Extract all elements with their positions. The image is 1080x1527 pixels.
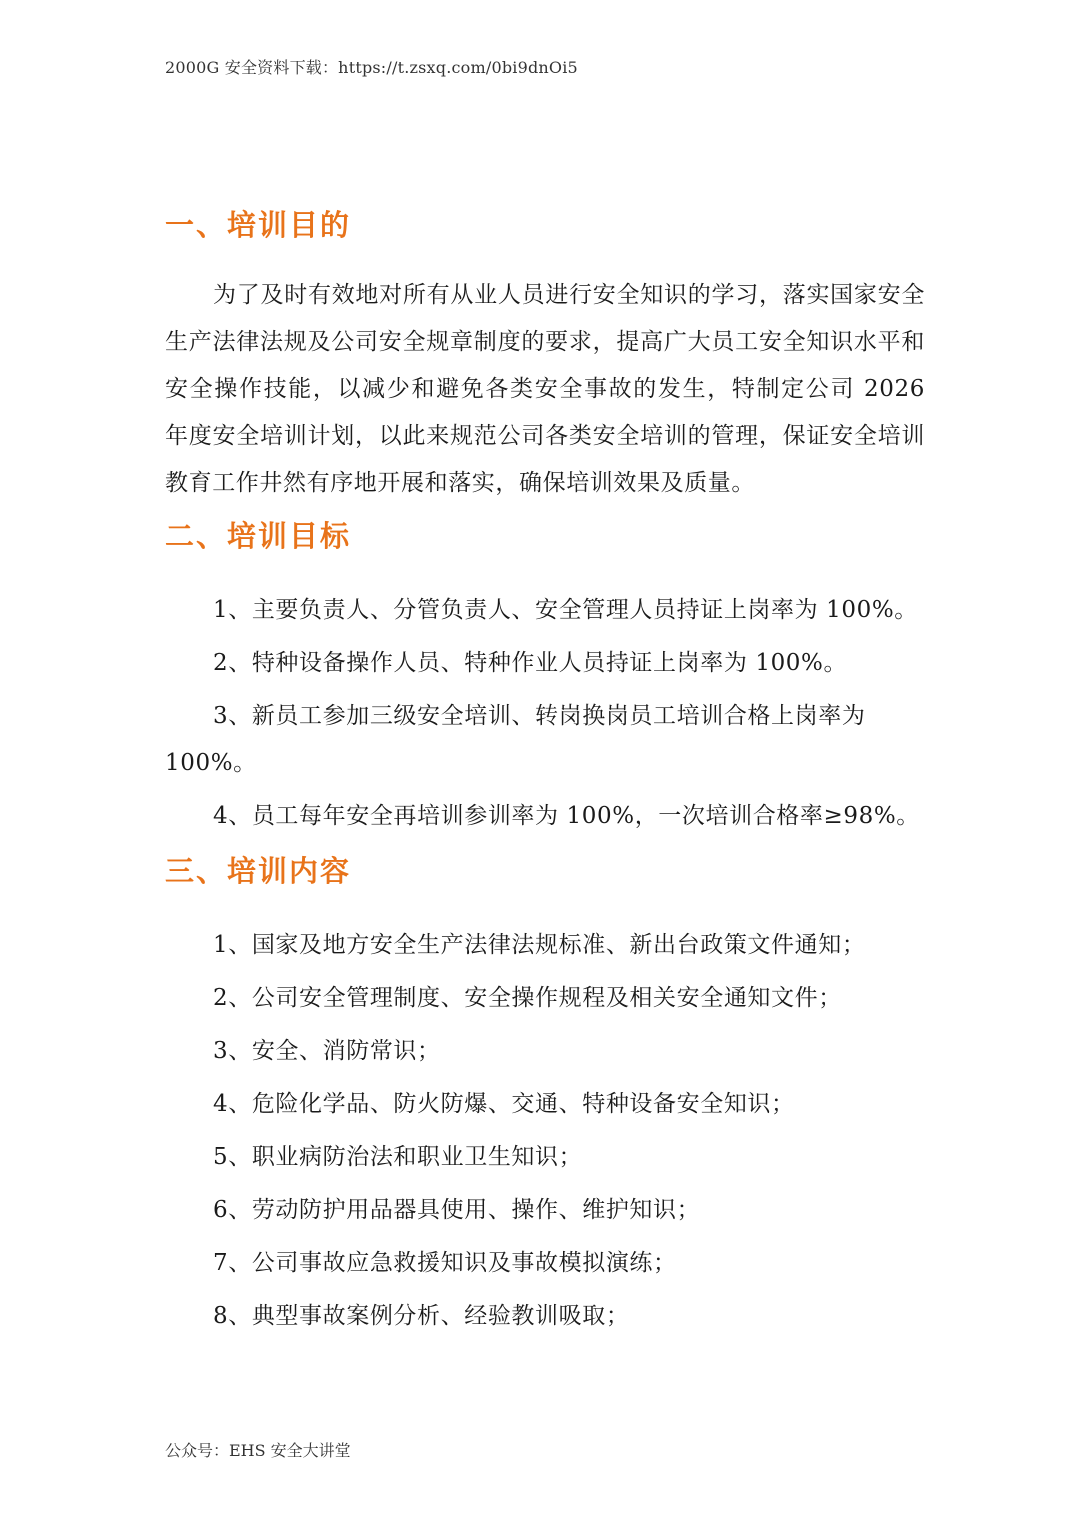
content-item-6: 6、劳动防护用品器具使用、操作、维护知识；: [213, 1197, 701, 1223]
purpose-paragraph: 为了及时有效地对所有从业人员进行安全知识的学习，落实国家安全生产法律法规及公司安全规章制度的要求，提高广大员工安全知识水平和安全操作技能，以减少和避免各类安全事故的发生，特制定公司 2026 年度安全培训计划，以此来规范公司各类安全培训的管理，保证安全培训教育工作井然有序地开展和落实，确保培训效果及质量。: [165, 282, 925, 496]
page-footer: 公众号：EHS 安全大讲堂: [165, 1441, 351, 1460]
goal-item-1: 1、主要负责人、分管负责人、安全管理人员持证上岗率为 100%。: [213, 597, 918, 623]
content-item-1: 1、国家及地方安全生产法律法规标准、新出台政策文件通知；: [213, 932, 866, 958]
content-item-2: 2、公司安全管理制度、安全操作规程及相关安全通知文件；: [213, 985, 842, 1011]
section-heading-content: 三、培训内容: [165, 854, 352, 888]
document-body: [165, 200, 925, 1346]
goal-item-4: 4、员工每年安全再培训参训率为 100%，一次培训合格率≥98%。: [213, 803, 920, 829]
section-heading-purpose: 一、培训目的: [165, 208, 352, 242]
content-item-8: 8、典型事故案例分析、经验教训吸取；: [213, 1303, 630, 1329]
content-item-4: 4、危险化学品、防火防爆、交通、特种设备安全知识；: [213, 1091, 795, 1117]
content-item-3: 3、安全、消防常识；: [213, 1038, 441, 1064]
goal-item-3: 3、新员工参加三级安全培训、转岗换岗员工培训合格上岗率为 100%。: [165, 703, 866, 776]
content-item-7: 7、公司事故应急救援知识及事故模拟演练；: [213, 1250, 677, 1276]
content-item-5: 5、职业病防治法和职业卫生知识；: [213, 1144, 583, 1170]
section-heading-goals: 二、培训目标: [165, 519, 352, 553]
page-header: 2000G 安全资料下载：https://t.zsxq.com/0bi9dnOi5: [165, 58, 578, 77]
goal-item-2: 2、特种设备操作人员、特种作业人员持证上岗率为 100%。: [213, 650, 848, 676]
